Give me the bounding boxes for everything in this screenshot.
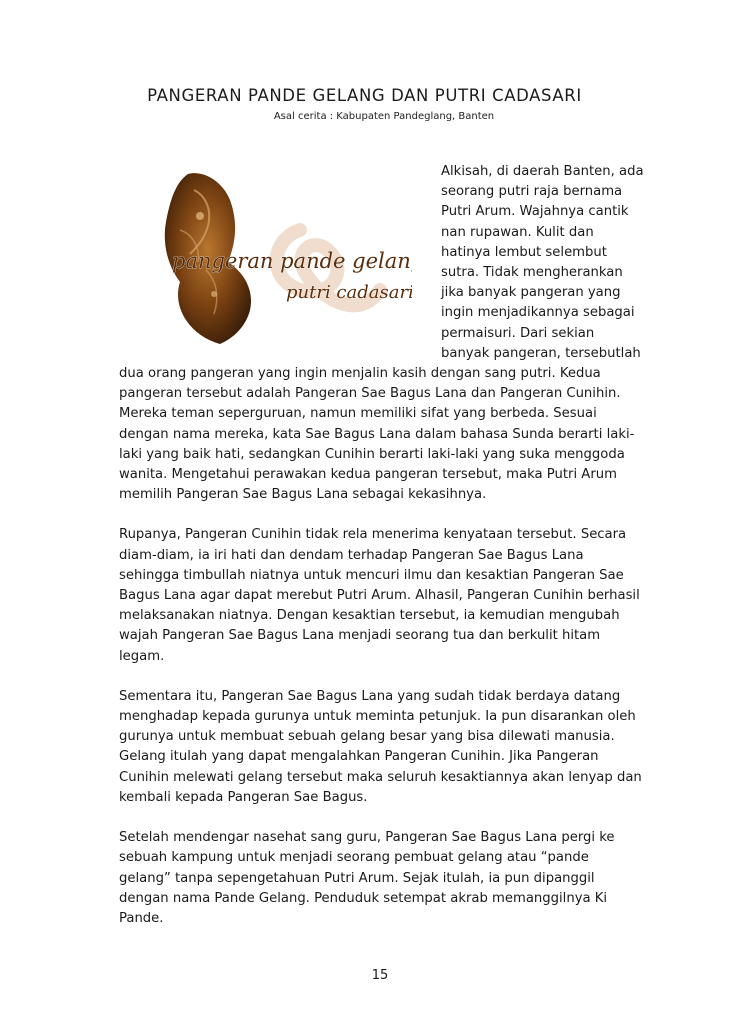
story-paragraph-4: Setelah mendengar nasehat sang guru, Pangeran Sae Bagus Lana pergi ke sebuah kampung untuk menjadi seorang pembuat gelang atau “pande gelang” tanpa sepengetahuan Putri Arum. Sejak itulah, ia pun dipanggil dengan nama Pande Gelang. Penduduk setempat akrab memanggilnya Ki Pande. bbox=[119, 830, 615, 926]
story-paragraph-2: Rupanya, Pangeran Cunihin tidak rela menerima kenyataan tersebut. Secara diam-diam, ia iri hati dan dendam terhadap Pangeran Sae Bagus Lana sehingga timbullah niatnya untuk mencuri ilmu dan kesaktian Pangeran Sae Bagus Lana agar dapat merebut Putri Arum. Alhasil, Pangeran Cunihin berhasil melaksanakan niatnya. Dengan kesaktian tersebut, ia kemudian mengubah wajah Pangeran Sae Bagus Lana menjadi seorang tua dan berkulit hitam legam. bbox=[119, 527, 640, 664]
story-paragraph-3: Sementara itu, Pangeran Sae Bagus Lana yang sudah tidak berdaya datang menghadap kepada gurunya untuk meminta petunjuk. Ia pun disarankan oleh gurunya untuk membuat sebuah gelang besar yang bisa dilewati manusia. Gelang itulah yang dapat mengalahkan Pangeran Cunihin. Jika Pangeran Cunihin melewati gelang tersebut maka seluruh kesaktiannya akan lenyap dan kembali kepada Pangeran Sae Bagus. bbox=[119, 688, 642, 805]
svg-text:pangeran pande gelang: pangeran pande gelang bbox=[172, 249, 412, 273]
page-number: 15 bbox=[371, 968, 389, 983]
illustration-spacer bbox=[119, 162, 441, 344]
page-title: PANGERAN PANDE GELANG DAN PUTRI CADASARI bbox=[147, 86, 582, 105]
svg-text:putri cadasari: putri cadasari bbox=[286, 282, 412, 303]
page-subtitle: Asal cerita : Kabupaten Pandeglang, Banten bbox=[273, 111, 495, 122]
story-body bbox=[119, 162, 644, 949]
story-paragraph-1: Alkisah, di daerah Banten, ada seorang putri raja bernama Putri Arum. Wajahnya cantik nan rupawan. Kulit dan hatinya lembut selembut sutra. Tidak mengherankan jika banyak pangeran yang ingin menjadikannya sebagai permaisuri. Dari sekian banyak pangeran, tersebutlah dua orang pangeran yang ingin menjalin kasih dengan sang putri. Kedua pangeran tersebut adalah Pangeran Sae Bagus Lana dan Pangeran Cunihin. Mereka teman seperguruan, namun memiliki sifat yang berbeda. Sesuai dengan nama mereka, kata Sae Bagus Lana dalam bahasa Sunda berarti laki-laki yang baik hati, sedangkan Cunihin berarti laki-laki yang suka menggoda wanita. Mengetahui perawakan kedua pangeran tersebut, maka Putri Arum memilih Pangeran Sae Bagus Lana sebagai kekasihnya. bbox=[119, 164, 644, 503]
